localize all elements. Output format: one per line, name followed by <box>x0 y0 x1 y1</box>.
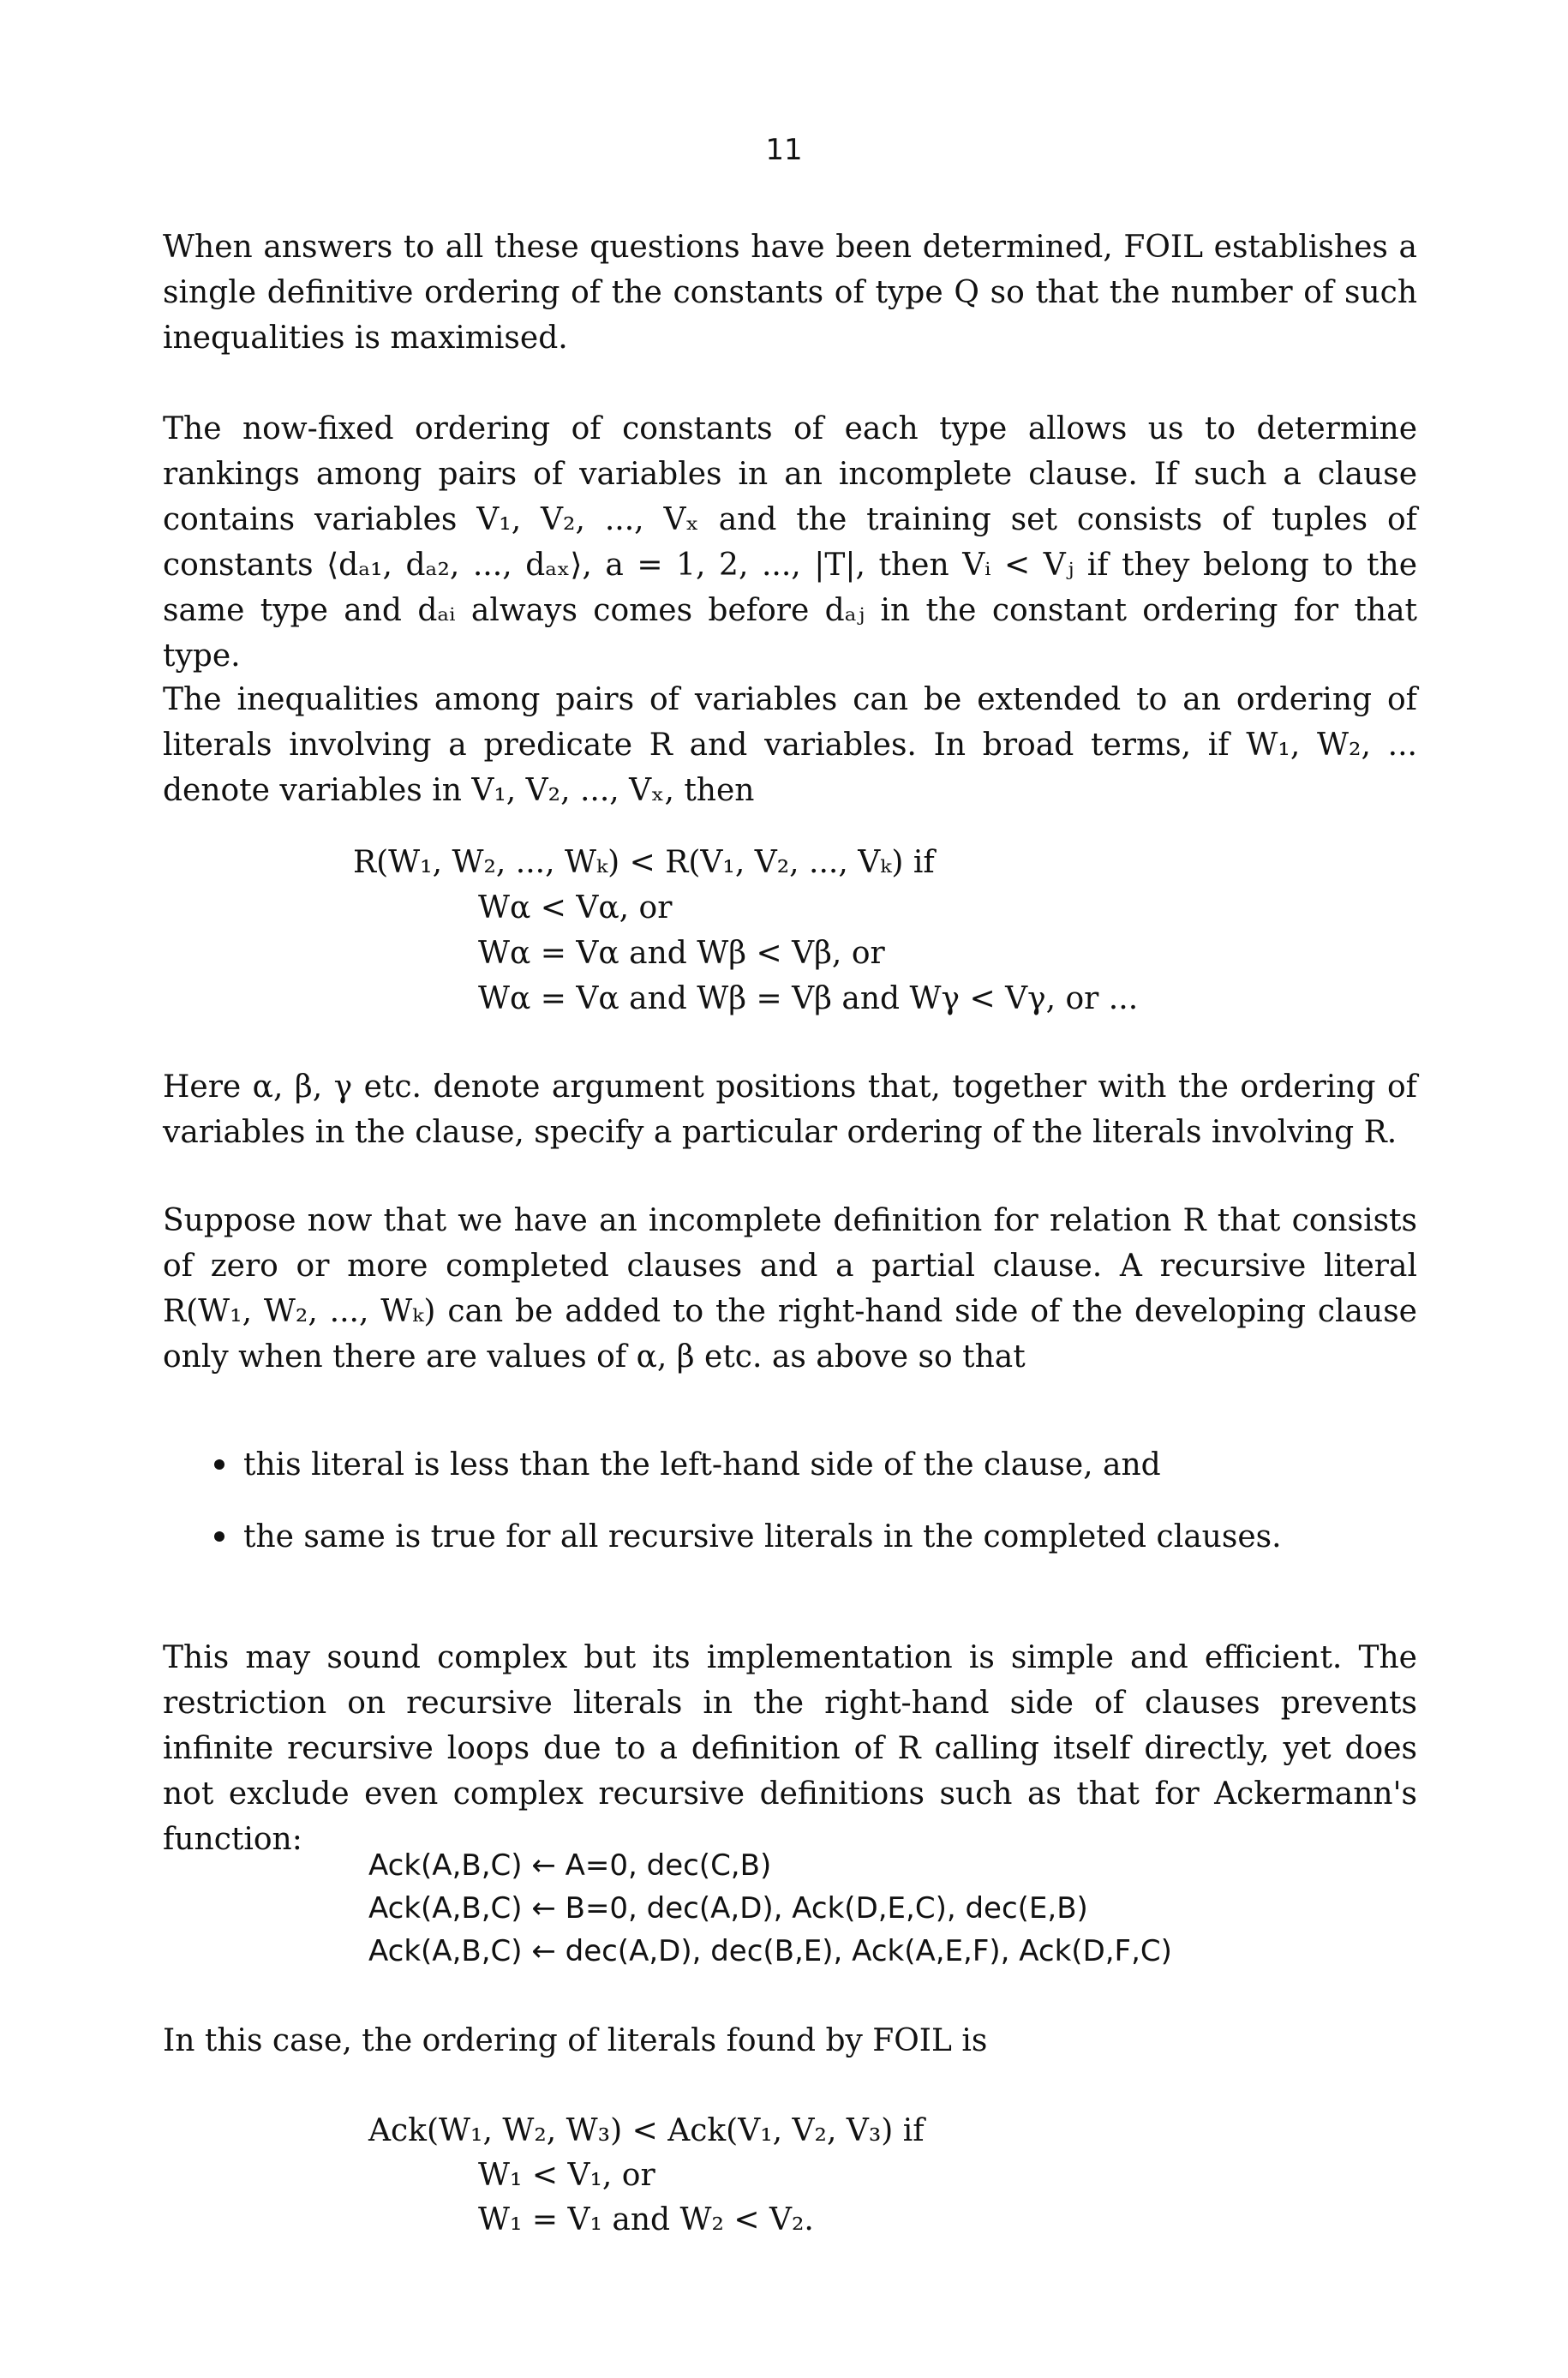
list-item <box>214 1442 1161 1488</box>
bullet-icon <box>214 1459 224 1470</box>
paragraph-variable-rankings: The now-fixed ordering of constants of each type allows us to determine rankings among pairs of variables in an incomplete clause. If such a clause contains variables V₁, V₂, ..., Vₓ and the training set consists of tuples of constants ⟨dₐ₁, dₐ₂, ..., dₐₓ⟩, a = 1, 2, ..., |T|, then Vᵢ < Vⱼ if they belong to the same type and dₐᵢ always comes before dₐⱼ in the constant ordering for that type. <box>163 411 1417 674</box>
paragraph-literal-ordering: The inequalities among pairs of variables can be extended to an ordering of literals involving a predicate R and variables. In broad terms, if W₁, W₂, ... denote variables in V₁, V₂, ..., Vₓ, then <box>163 682 1417 808</box>
paragraph-foil-ordering: When answers to all these questions have been determined, FOIL establishes a single definitive ordering of the constants of type Q so that the number of such inequalities is maximised. <box>163 230 1417 356</box>
list-item-text: the same is true for all recursive literals in the completed clauses. <box>243 1519 1282 1554</box>
list-item-text: this literal is less than the left-hand side of the clause, and <box>243 1447 1161 1483</box>
paragraph-implementation: This may sound complex but its implementation is simple and efficient. The restriction on recursive literals in the right-hand side of clauses prevents infinite recursive loops due to a definition of R calling itself directly, yet does not exclude even complex recursive definitions such as that for Ackermann's function: <box>163 1640 1417 1857</box>
ack-ordering-line: Ack(W₁, W₂, W₃) < Ack(V₁, V₂, V₃) if <box>368 2113 925 2148</box>
ack-ordering-line: W₁ < V₁, or <box>478 2158 655 2193</box>
ack-ordering-line: W₁ = V₁ and W₂ < V₂. <box>478 2202 814 2237</box>
bullet-icon <box>214 1531 224 1542</box>
ordering-line: Wα < Vα, or <box>478 890 673 925</box>
paragraph-argument-positions: Here α, β, γ etc. denote argument positions that, together with the ordering of variables in the clause, specify a particular ordering of the literals involving R. <box>163 1069 1417 1150</box>
ackermann-clause: Ack(A,B,C) ← dec(A,D), dec(B,E), Ack(A,E,F), Ack(D,F,C) <box>368 1934 1172 1968</box>
paragraph-foil-result: In this case, the ordering of literals found by FOIL is <box>163 2023 988 2058</box>
paragraph-recursive-literal: Suppose now that we have an incomplete definition for relation R that consists of zero or more completed clauses and a partial clause. A recursive literal R(W₁, W₂, ..., Wₖ) can be added to the right-hand side of the developing clause only when there are values of α, β etc. as above so that <box>163 1203 1417 1375</box>
ordering-line: Wα = Vα and Wβ = Vβ and Wγ < Vγ, or ... <box>478 981 1139 1016</box>
ackermann-clause: Ack(A,B,C) ← A=0, dec(C,B) <box>368 1848 772 1883</box>
ordering-line: R(W₁, W₂, ..., Wₖ) < R(V₁, V₂, ..., Vₖ) if <box>353 845 935 880</box>
page-number: 11 <box>765 133 803 167</box>
ackermann-clause: Ack(A,B,C) ← B=0, dec(A,D), Ack(D,E,C), dec(E,B) <box>368 1891 1088 1926</box>
list-item <box>214 1514 1282 1560</box>
ordering-line: Wα = Vα and Wβ < Vβ, or <box>478 936 885 971</box>
